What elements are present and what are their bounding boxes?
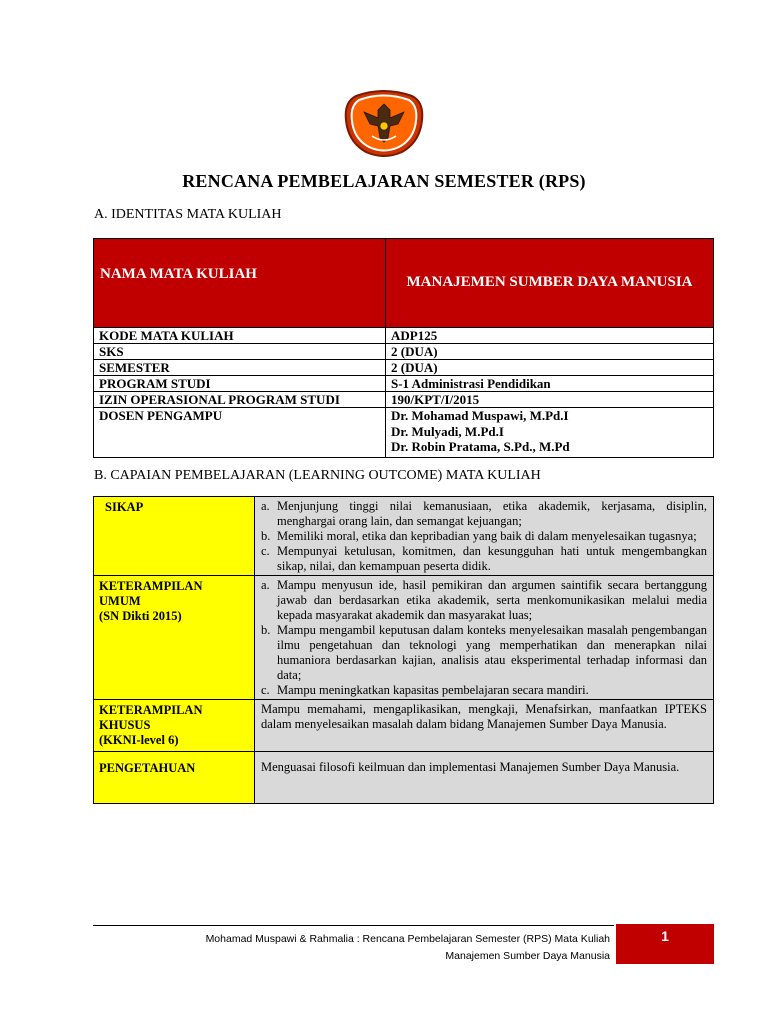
row-label: PROGRAM STUDI — [94, 376, 386, 392]
section-a-heading: A. IDENTITAS MATA KULIAH — [94, 207, 282, 222]
row-value: 2 (DUA) — [386, 360, 714, 376]
lecturer-name: Dr. Mohamad Muspawi, M.Pd.I — [391, 408, 569, 423]
list-text: Mempunyai ketulusan, komitmen, dan kesungguhan hati untuk mengembangkan sikap, nilai, dan kemampuan peserta didik. — [277, 544, 707, 573]
list-marker: a. — [261, 499, 270, 513]
outcome-row-pengetahuan — [94, 752, 714, 804]
outcome-label-text: (SN Dikti 2015) — [99, 609, 182, 623]
list-item — [261, 544, 707, 574]
list-item — [261, 578, 707, 623]
outcome-label-text: KHUSUS — [99, 718, 151, 732]
outcome-label — [94, 700, 255, 752]
outcome-label-text: (KKNI-level 6) — [99, 733, 179, 747]
outcome-label-text: KETERAMPILAN — [99, 703, 203, 717]
lecturer-name: Dr. Mulyadi, M.Pd.I — [391, 423, 504, 439]
list-text: Mampu menyusun ide, hasil pemikiran dan argumen saintifik secara bertanggung jawab dan berdasarkan etika akademik, serta menkomunikasikan melalui media kepada masyarakat akademik dan masyarakat luas; — [277, 578, 707, 622]
outcome-row-sikap — [94, 497, 714, 576]
list-item — [261, 499, 707, 529]
outcome-label-text: SIKAP — [105, 500, 144, 514]
university-seal-logo — [342, 86, 426, 158]
row-value: S-1 Administrasi Pendidikan — [386, 376, 714, 392]
table-row — [94, 360, 714, 376]
course-name-value: MANAJEMEN SUMBER DAYA MANUSIA — [386, 239, 714, 328]
lecturer-list — [386, 408, 714, 458]
outcome-content — [255, 752, 714, 804]
row-value: 2 (DUA) — [386, 344, 714, 360]
list-item — [261, 529, 707, 544]
list-text: Mampu mengambil keputusan dalam konteks menyelesaikan masalah pengembangan ilmu pengetahuan dan teknologi yang memperhatikan dan menerapkan nilai humaniora berdasarkan kajian, analisis atau eksperimental terhadap informasi dan data; — [277, 623, 707, 682]
row-label: SKS — [94, 344, 386, 360]
list-marker: c. — [261, 544, 270, 558]
row-label: KODE MATA KULIAH — [94, 328, 386, 344]
list-text: Memiliki moral, etika dan kepribadian yang baik di dalam menyelesaikan tugasnya; — [277, 529, 697, 543]
list-item — [261, 683, 707, 698]
table-row — [94, 344, 714, 360]
footer-text — [100, 931, 610, 965]
outcome-label-text: KETERAMPILAN — [99, 579, 203, 593]
course-name-label: NAMA MATA KULIAH — [94, 239, 386, 328]
outcome-row-khusus — [94, 700, 714, 752]
document-title: RENCANA PEMBELAJARAN SEMESTER (RPS) — [182, 171, 586, 191]
footer-line: Manajemen Sumber Daya Manusia — [445, 950, 610, 962]
footer-line: Mohamad Muspawi & Rahmalia : Rencana Pembelajaran Semester (RPS) Mata Kuliah — [205, 933, 610, 945]
table-row — [94, 328, 714, 344]
lecturer-label: DOSEN PENGAMPU — [94, 408, 386, 458]
page-number: 1 — [616, 924, 714, 964]
list-marker: a. — [261, 578, 270, 592]
table-row — [94, 392, 714, 408]
outcome-label-text: UMUM — [99, 594, 141, 608]
outcome-label — [94, 576, 255, 700]
lecturer-name: Dr. Robin Pratama, S.Pd., M.Pd — [391, 439, 570, 454]
outcome-text: Menguasai filosofi keilmuan dan implementasi Manajemen Sumber Daya Manusia. — [261, 760, 680, 774]
course-identity-table — [93, 238, 714, 458]
row-value: 190/KPT/I/2015 — [386, 392, 714, 408]
identity-header-row — [94, 239, 714, 328]
list-item — [261, 623, 707, 683]
outcome-content — [255, 497, 714, 576]
footer-divider — [93, 925, 614, 926]
section-b-heading: B. CAPAIAN PEMBELAJARAN (LEARNING OUTCOME) MATA KULIAH — [94, 468, 541, 483]
learning-outcomes-table — [93, 496, 714, 804]
outcome-text: Mampu memahami, mengaplikasikan, mengkaji, Menafsirkan, manfaatkan IPTEKS dalam menyelesaikan masalah dalam bidang Manajemen Sumber Daya Manusia. — [261, 702, 707, 731]
row-label: IZIN OPERASIONAL PROGRAM STUDI — [94, 392, 386, 408]
outcome-label-text: PENGETAHUAN — [99, 761, 196, 775]
outcome-row-umum — [94, 576, 714, 700]
outcome-content — [255, 576, 714, 700]
list-text: Menjunjung tinggi nilai kemanusiaan, etika akademik, kerjasama, disiplin, menghargai orang lain, dan semangat kejuangan; — [277, 499, 707, 528]
outcome-label — [94, 497, 255, 576]
table-row — [94, 376, 714, 392]
table-row — [94, 408, 714, 458]
list-marker: b. — [261, 623, 271, 637]
row-value: ADP125 — [386, 328, 714, 344]
outcome-label — [94, 752, 255, 804]
list-text: Mampu meningkatkan kapasitas pembelajaran secara mandiri. — [277, 683, 589, 697]
row-label: SEMESTER — [94, 360, 386, 376]
list-marker: b. — [261, 529, 271, 543]
list-marker: c. — [261, 683, 270, 697]
outcome-content — [255, 700, 714, 752]
